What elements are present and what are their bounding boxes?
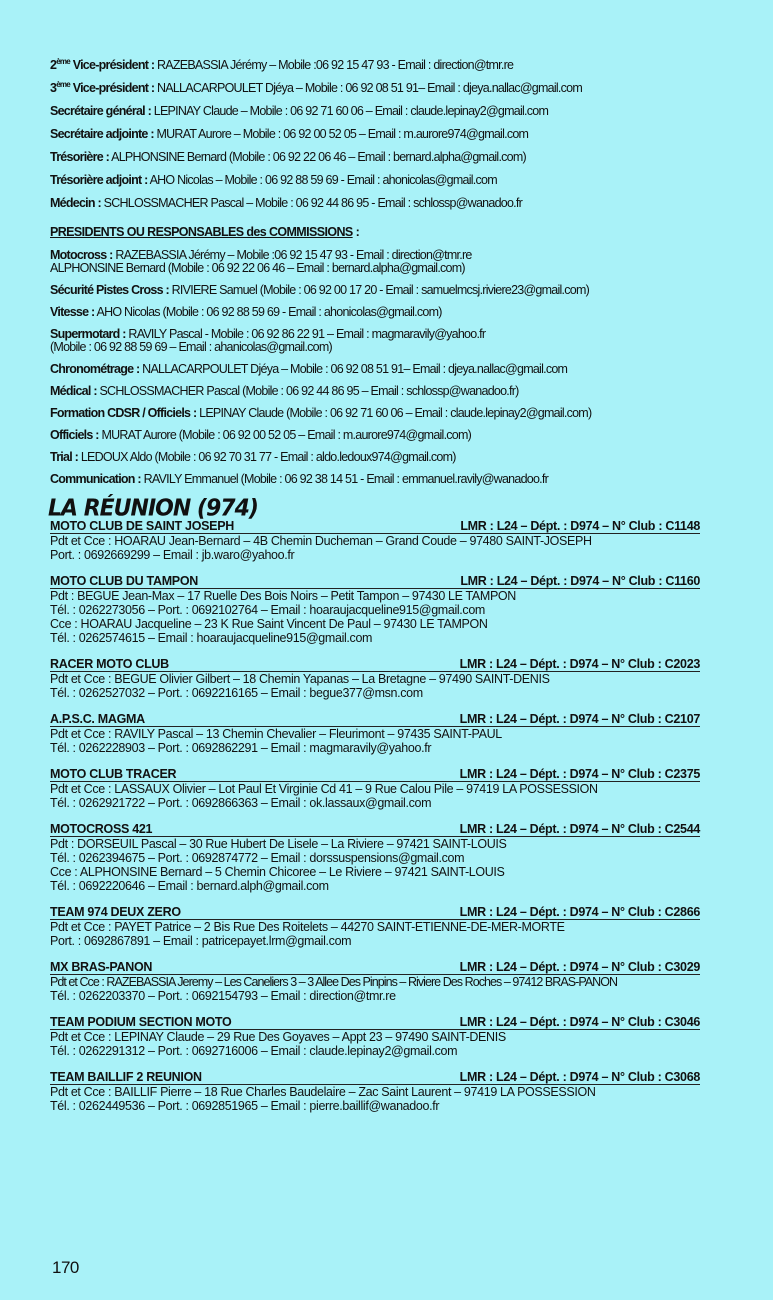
club-header: [50, 961, 700, 975]
club-line: Tél. : 0262291312 – Port. : 0692716006 – Email : claude.lepinay2@gmail.com: [50, 1044, 458, 1058]
club-header: [50, 658, 700, 672]
commission-details: SCHLOSSMACHER Pascal (Mobile : 06 92 44 86 95 – Email : schlossp@wanadoo.fr): [96, 384, 519, 398]
club-header: [50, 1071, 700, 1085]
role-label: Secrétaire général :: [50, 104, 152, 118]
role-label: Médecin :: [50, 196, 101, 210]
commission-label: Supermotard :: [50, 327, 126, 341]
committee-line: [50, 58, 700, 73]
club-code: LMR : L24 – Dépt. : D974 – N° Club : C1148: [460, 519, 700, 533]
club-line: Cce : HOARAU Jacqueline – 23 K Rue Saint Vincent De Paul – 97430 LE TAMPON: [50, 617, 488, 631]
club-line: Pdt et Cce : RAVILY Pascal – 13 Chemin Chevalier – Fleurimont – 97435 SAINT-PAUL: [50, 727, 502, 741]
club-name: TEAM BAILLIF 2 REUNION: [50, 1070, 202, 1084]
club-line: Tél. : 0262203370 – Port. : 0692154793 – Email : direction@tmr.re: [50, 989, 396, 1003]
commission-details: LEPINAY Claude (Mobile : 06 92 71 60 06 – Email : claude.lepinay2@gmail.com): [196, 406, 592, 420]
commission-entry: [50, 451, 700, 464]
commission-entry: [50, 363, 700, 376]
commission-label: Trial :: [50, 450, 79, 464]
club-entry: [50, 520, 700, 562]
commission-label: Officiels :: [50, 428, 99, 442]
club-name: MOTO CLUB TRACER: [50, 767, 177, 781]
page-content: [50, 58, 700, 1126]
club-code: LMR : L24 – Dépt. : D974 – N° Club : C2544: [459, 822, 700, 836]
commissions-heading-colon: :: [355, 225, 360, 239]
committee-line: [50, 173, 700, 188]
role-label: Secrétaire adjointe :: [50, 127, 154, 141]
club-line: Tél. : 0262273056 – Port. : 0692102764 – Email : hoaraujacqueline915@gmail.com: [50, 603, 485, 617]
club-code: LMR : L24 – Dépt. : D974 – N° Club : C2866: [459, 905, 700, 919]
commission-label: Sécurité Pistes Cross :: [50, 283, 169, 297]
club-line: Cce : ALPHONSINE Bernard – 5 Chemin Chicoree – Le Riviere – 97421 SAINT-LOUIS: [50, 865, 505, 879]
committee-line: [50, 104, 700, 119]
club-list: [50, 520, 700, 1113]
club-code: LMR : L24 – Dépt. : D974 – N° Club : C3046: [459, 1015, 700, 1029]
commission-entry: [50, 385, 700, 398]
role-ordinal-suffix: ème: [56, 80, 70, 89]
commissions-heading-text: PRESIDENTS OU RESPONSABLES des COMMISSIONS: [50, 225, 353, 239]
club-header: [50, 575, 700, 589]
commission-entry: [50, 407, 700, 420]
club-entry: [50, 768, 700, 810]
commission-label: Formation CDSR / Officiels :: [50, 406, 197, 420]
role-details: SCHLOSSMACHER Pascal – Mobile : 06 92 44 86 95 - Email : schlossp@wanadoo.fr: [100, 196, 523, 210]
page-number: 170: [52, 1258, 79, 1277]
club-name: A.P.S.C. MAGMA: [50, 712, 145, 726]
role-details: AHO Nicolas – Mobile : 06 92 88 59 69 - Email : ahonicolas@gmail.com: [147, 173, 497, 187]
commission-details: RAVILY Pascal - Mobile : 06 92 86 22 91 – Email : magmaravily@yahoo.fr: [125, 327, 486, 341]
commission-details-extra: (Mobile : 06 92 88 59 69 – Email : ahanicolas@gmail.com): [50, 340, 332, 354]
committee-line: [50, 150, 700, 165]
role-details: LEPINAY Claude – Mobile : 06 92 71 60 06 – Email : claude.lepinay2@gmail.com: [151, 104, 549, 118]
commission-label: Communication :: [50, 472, 141, 486]
role-label: Trésorière adjoint :: [50, 173, 148, 187]
club-line: Pdt et Cce : BEGUE Olivier Gilbert – 18 Chemin Yapanas – La Bretagne – 97490 SAINT-DENIS: [50, 672, 550, 686]
commission-details-extra: ALPHONSINE Bernard (Mobile : 06 92 22 06 46 – Email : bernard.alpha@gmail.com): [50, 261, 465, 275]
commission-label: Vitesse :: [50, 305, 95, 319]
club-entry: [50, 1071, 700, 1113]
commission-details: AHO Nicolas (Mobile : 06 92 88 59 69 - Email : ahonicolas@gmail.com): [94, 305, 442, 319]
role-label: Trésorière :: [50, 150, 110, 164]
club-line: Tél. : 0262527032 – Port. : 0692216165 – Email : begue377@msn.com: [50, 686, 423, 700]
commission-details: RAVILY Emmanuel (Mobile : 06 92 38 14 51 - Email : emmanuel.ravily@wanadoo.fr: [140, 472, 549, 486]
club-line: Pdt et Cce : LASSAUX Olivier – Lot Paul Et Virginie Cd 41 – 9 Rue Calou Pile – 97419 LA POSSESSION: [50, 782, 598, 796]
commission-entry: [50, 473, 700, 486]
club-header: [50, 713, 700, 727]
club-header: [50, 823, 700, 837]
commission-entry: [50, 249, 700, 275]
club-entry: [50, 823, 700, 893]
club-line: Tél. : 0262921722 – Port. : 0692866363 – Email : ok.lassaux@gmail.com: [50, 796, 432, 810]
commission-entry: [50, 284, 700, 297]
club-entry: [50, 713, 700, 755]
club-line: Port. : 0692867891 – Email : patricepayet.lrm@gmail.com: [50, 934, 352, 948]
club-header: [50, 520, 700, 534]
commission-details: LEDOUX Aldo (Mobile : 06 92 70 31 77 - Email : aldo.ledoux974@gmail.com): [78, 450, 456, 464]
commission-details: NALLACARPOULET Djéya – Mobile : 06 92 08 51 91– Email : djeya.nallac@gmail.com: [139, 362, 568, 376]
role-details: RAZEBASSIA Jérémy – Mobile :06 92 15 47 93 - Email : direction@tmr.re: [154, 58, 514, 72]
club-name: MX BRAS-PANON: [50, 960, 153, 974]
club-code: LMR : L24 – Dépt. : D974 – N° Club : C3029: [459, 960, 700, 974]
role-details: MURAT Aurore – Mobile : 06 92 00 52 05 – Email : m.aurore974@gmail.com: [153, 127, 529, 141]
commission-entry: [50, 328, 700, 354]
club-header: [50, 768, 700, 782]
club-line: Tél. : 0262449536 – Port. : 0692851965 – Email : pierre.baillif@wanadoo.fr: [50, 1099, 440, 1113]
club-line: Pdt : BEGUE Jean-Max – 17 Ruelle Des Bois Noirs – Petit Tampon – 97430 LE TAMPON: [50, 589, 516, 603]
club-name: RACER MOTO CLUB: [50, 657, 169, 671]
commission-entry: [50, 429, 700, 442]
commission-details: RAZEBASSIA Jérémy – Mobile :06 92 15 47 93 - Email : direction@tmr.re: [112, 248, 472, 262]
role-ordinal: 2: [50, 58, 57, 72]
club-entry: [50, 906, 700, 948]
committee-line: [50, 127, 700, 142]
commission-label: Médical :: [50, 384, 97, 398]
club-line: Tél. : 0262228903 – Port. : 0692862291 – Email : magmaravily@yahoo.fr: [50, 741, 432, 755]
role-label: Vice-président :: [72, 81, 155, 95]
commission-label: Chronométrage :: [50, 362, 140, 376]
club-entry: [50, 1016, 700, 1058]
club-entry: [50, 658, 700, 700]
club-code: LMR : L24 – Dépt. : D974 – N° Club : C2375: [459, 767, 700, 781]
commission-entry: [50, 306, 700, 319]
club-name: MOTO CLUB DU TAMPON: [50, 574, 198, 588]
club-header: [50, 1016, 700, 1030]
club-code: LMR : L24 – Dépt. : D974 – N° Club : C2023: [459, 657, 700, 671]
club-name: MOTOCROSS 421: [50, 822, 153, 836]
section-title: LA RÉUNION (974): [48, 495, 258, 522]
commission-label: Motocross :: [50, 248, 113, 262]
club-entry: [50, 961, 700, 1003]
role-ordinal-suffix: ème: [56, 57, 70, 66]
commissions-heading: [50, 225, 700, 239]
role-ordinal: 3: [50, 81, 57, 95]
club-code: LMR : L24 – Dépt. : D974 – N° Club : C3068: [459, 1070, 700, 1084]
club-name: TEAM PODIUM SECTION MOTO: [50, 1015, 232, 1029]
commission-details: MURAT Aurore (Mobile : 06 92 00 52 05 – Email : m.aurore974@gmail.com): [98, 428, 472, 442]
role-details: ALPHONSINE Bernard (Mobile : 06 92 22 06 46 – Email : bernard.alpha@gmail.com): [109, 150, 526, 164]
committee-line: [50, 81, 700, 96]
role-label: Vice-président :: [72, 58, 155, 72]
role-details: NALLACARPOULET Djéya – Mobile : 06 92 08 51 91– Email : djeya.nallac@gmail.com: [154, 81, 583, 95]
commissions-list: [50, 249, 700, 486]
club-line: Pdt : DORSEUIL Pascal – 30 Rue Hubert De Lisele – La Riviere – 97421 SAINT-LOUIS: [50, 837, 507, 851]
club-line: Pdt et Cce : HOARAU Jean-Bernard – 4B Chemin Ducheman – Grand Coude – 97480 SAINT-JOSEPH: [50, 534, 592, 548]
club-line: Pdt et Cce : LEPINAY Claude – 29 Rue Des Goyaves – Appt 23 – 97490 SAINT-DENIS: [50, 1030, 506, 1044]
club-code: LMR : L24 – Dépt. : D974 – N° Club : C2107: [459, 712, 700, 726]
club-line: Tél. : 0692220646 – Email : bernard.alph@gmail.com: [50, 879, 329, 893]
club-line: Tél. : 0262574615 – Email : hoaraujacqueline915@gmail.com: [50, 631, 373, 645]
club-line: Port. : 0692669299 – Email : jb.waro@yahoo.fr: [50, 548, 295, 562]
club-name: MOTO CLUB DE SAINT JOSEPH: [50, 519, 234, 533]
commission-details: RIVIERE Samuel (Mobile : 06 92 00 17 20 - Email : samuelmcsj.riviere23@gmail.com): [168, 283, 590, 297]
club-code: LMR : L24 – Dépt. : D974 – N° Club : C1160: [460, 574, 700, 588]
committee-list: [50, 58, 700, 211]
club-line: Pdt et Cce : PAYET Patrice – 2 Bis Rue Des Roitelets – 44270 SAINT-ETIENNE-DE-MER-MORTE: [50, 920, 565, 934]
club-line: Pdt et Cce : BAILLIF Pierre – 18 Rue Charles Baudelaire – Zac Saint Laurent – 97419 LA POSSESSION: [50, 1085, 596, 1099]
committee-line: [50, 196, 700, 211]
club-entry: [50, 575, 700, 645]
club-line: Tél. : 0262394675 – Port. : 0692874772 – Email : dorssuspensions@gmail.com: [50, 851, 465, 865]
club-header: [50, 906, 700, 920]
club-line: Pdt et Cce : RAZEBASSIA Jeremy – Les Caneliers 3 – 3 Allee Des Pinpins – Riviere Des Roches – 97412 BRAS-PANON: [50, 975, 618, 989]
club-name: TEAM 974 DEUX ZERO: [50, 905, 181, 919]
